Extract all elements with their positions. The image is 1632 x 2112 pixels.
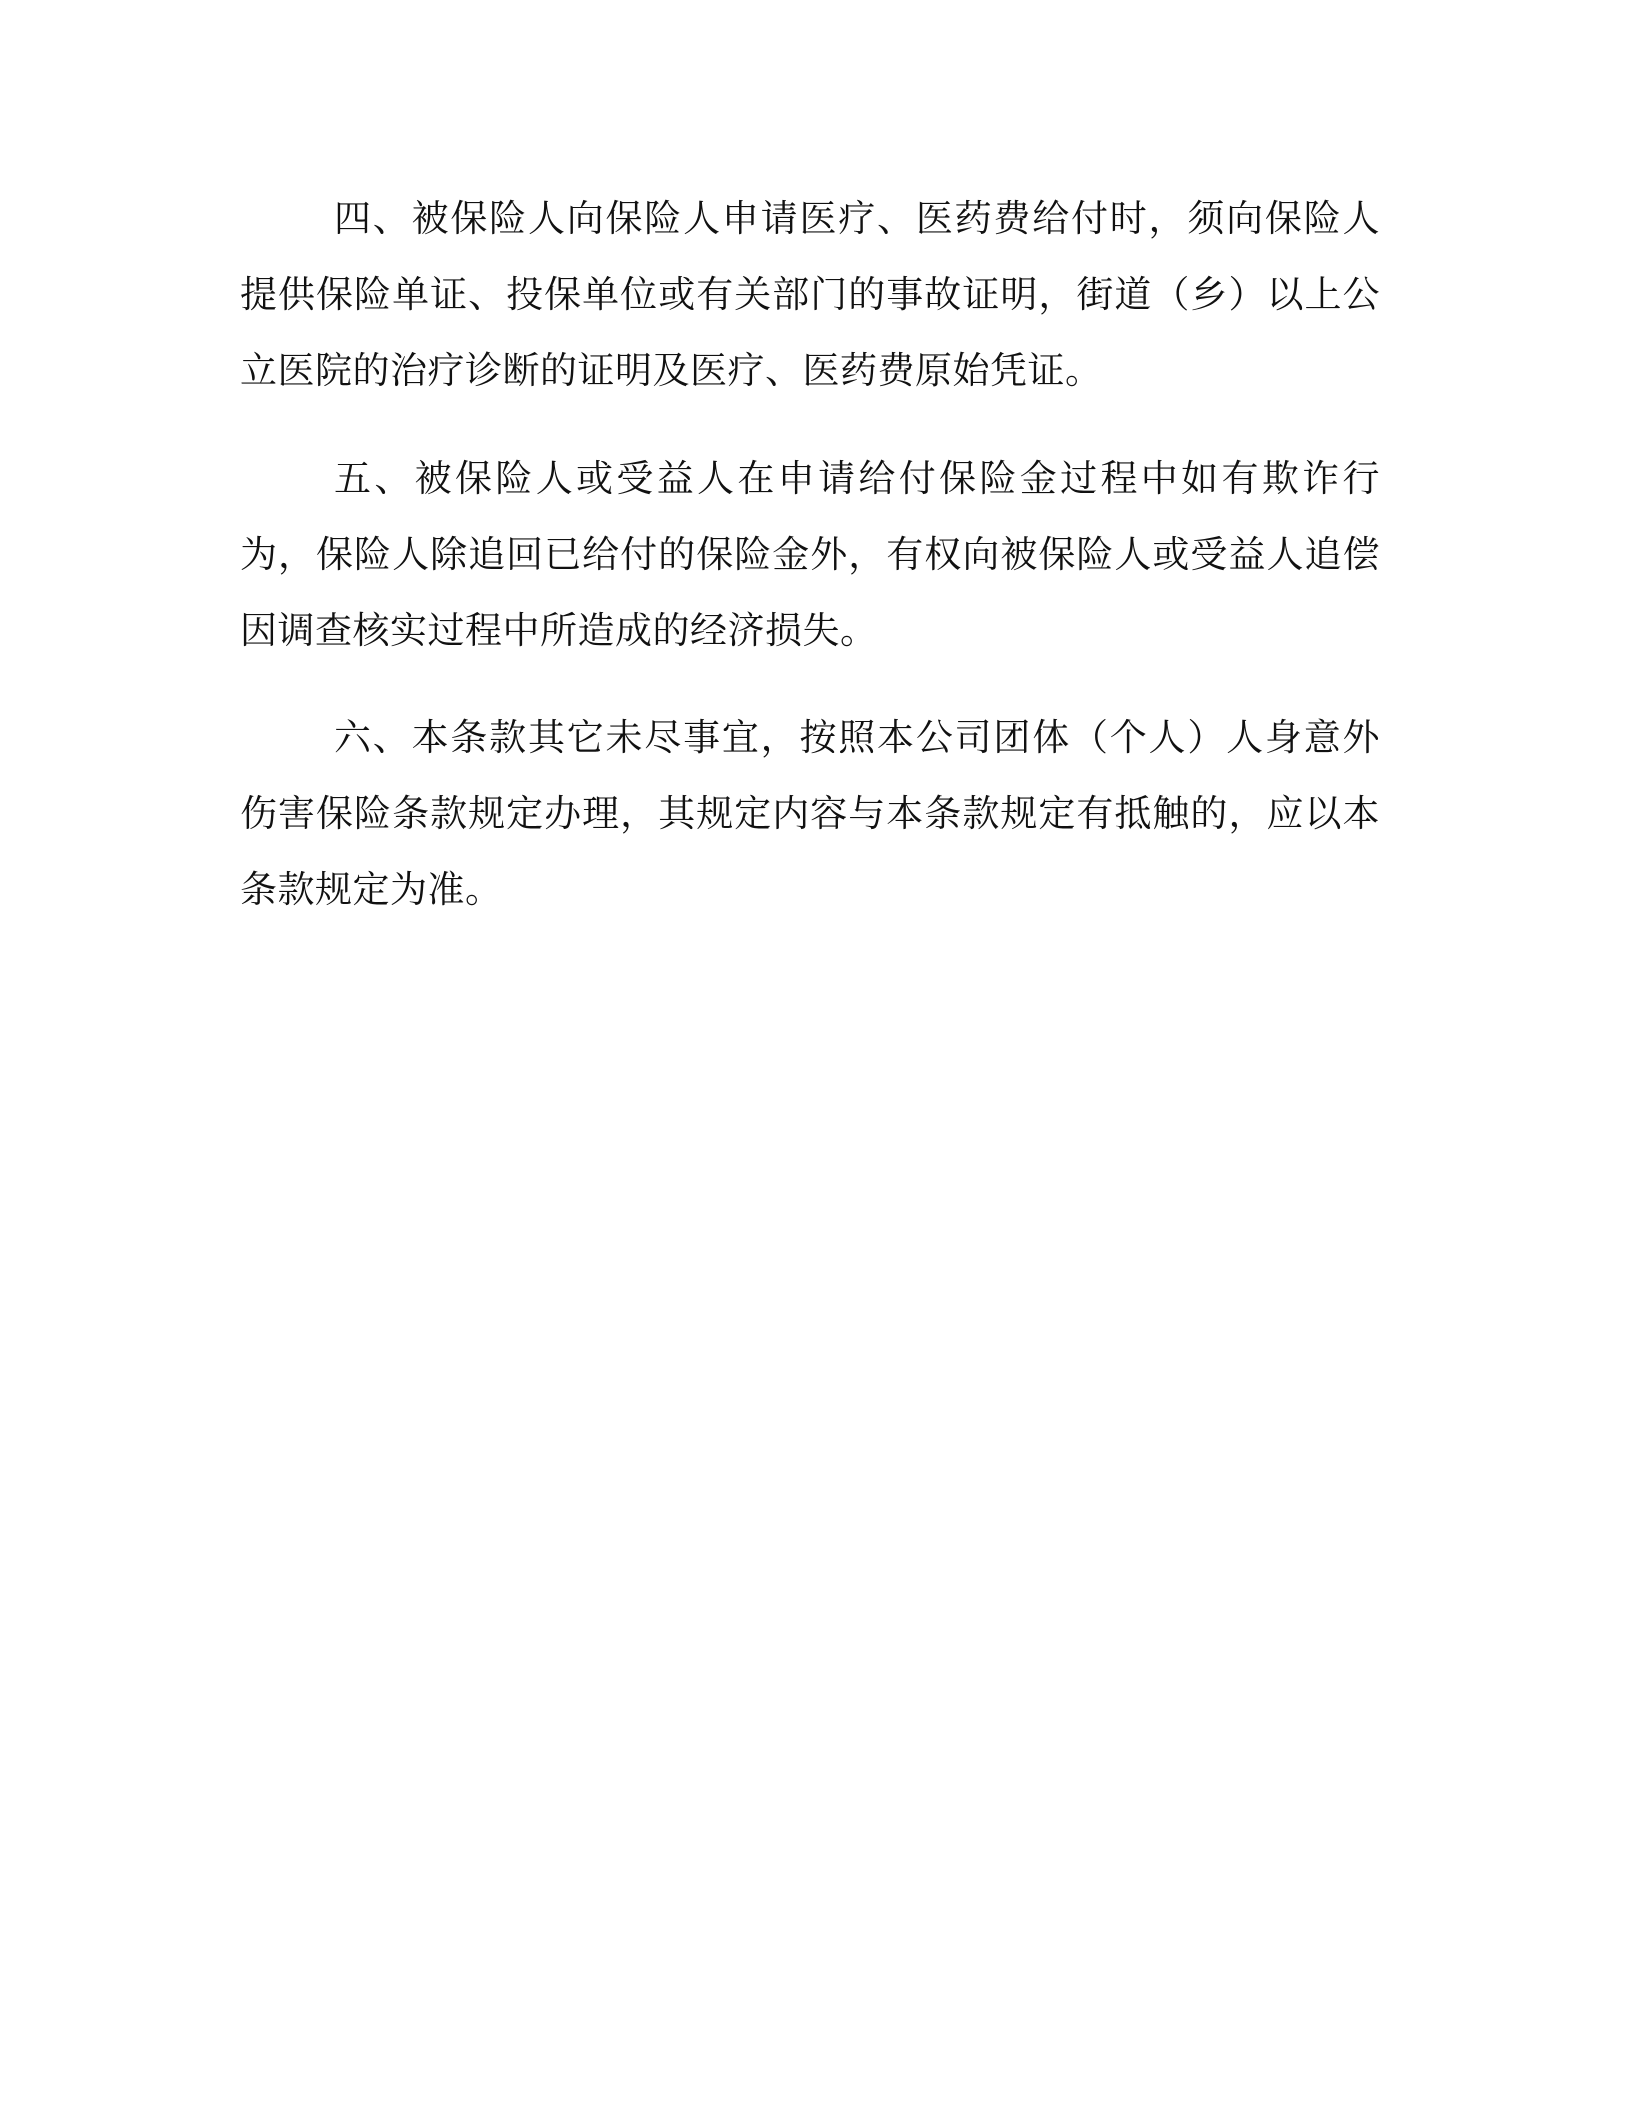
clause-five: 五、被保险人或受益人在申请给付保险金过程中如有欺诈行为，保险人除追回已给付的保险金外，有权向被保险人或受益人追偿因调查核实过程中所造成的经济损失。 xyxy=(240,457,1380,652)
clause-six: 六、本条款其它未尽事宜，按照本公司团体（个人）人身意外伤害保险条款规定办理，其规定内容与本条款规定有抵触的，应以本条款规定为准。 xyxy=(240,716,1380,911)
clause-four: 四、被保险人向保险人申请医疗、医药费给付时，须向保险人提供保险单证、投保单位或有关部门的事故证明，街道（乡）以上公立医院的治疗诊断的证明及医疗、医药费原始凭证。 xyxy=(240,197,1380,392)
